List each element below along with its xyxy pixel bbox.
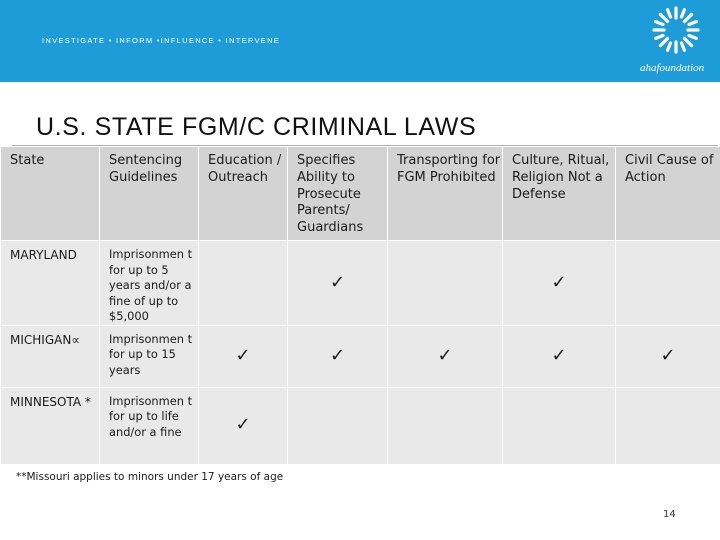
checkmark-icon: ✓ xyxy=(235,414,251,436)
checkmark-icon: ✓ xyxy=(551,344,567,366)
header-sentencing: Sentencing Guidelines xyxy=(100,147,199,241)
tagline: INVESTIGATE • INFORM •INFLUENCE • INTERVENE xyxy=(42,36,281,45)
check-cell xyxy=(288,387,388,464)
state-cell: MINNESOTA * xyxy=(1,387,100,464)
checkmark-icon: ✓ xyxy=(235,344,251,366)
check-cell xyxy=(503,325,616,387)
sentencing-cell: Imprisonmen t for up to 15 years xyxy=(100,325,199,387)
footnote: **Missouri applies to minors under 17 years of age xyxy=(16,471,284,483)
check-cell xyxy=(616,387,720,464)
check-cell xyxy=(616,241,720,326)
header-banner xyxy=(0,0,720,82)
slide-title: U.S. STATE FGM/C CRIMINAL LAWS xyxy=(36,113,477,141)
check-cell xyxy=(503,241,616,326)
laws-table xyxy=(0,146,720,462)
check-cell xyxy=(616,325,720,387)
table-row xyxy=(1,325,720,387)
header-transporting: Transporting for FGM Prohibited xyxy=(388,147,503,241)
header-prosecute-parents: Specifies Ability to Prosecute Parents/ Guardians xyxy=(288,147,388,241)
state-cell: MARYLAND xyxy=(1,241,100,326)
check-cell xyxy=(199,387,288,464)
check-cell xyxy=(388,325,503,387)
page-number: 14 xyxy=(663,509,676,520)
table-row xyxy=(1,241,720,326)
check-cell xyxy=(288,241,388,326)
header-civil-action: Civil Cause of Action xyxy=(616,147,720,241)
check-cell xyxy=(288,325,388,387)
state-cell: MICHIGAN∝ xyxy=(1,325,100,387)
check-cell xyxy=(388,241,503,326)
table-row xyxy=(1,387,720,464)
sunburst-logo-icon xyxy=(650,4,702,56)
check-cell xyxy=(503,387,616,464)
header-culture-defense: Culture, Ritual, Religion Not a Defense xyxy=(503,147,616,241)
checkmark-icon: ✓ xyxy=(551,271,567,293)
logo-text: ahafoundation xyxy=(640,62,705,74)
header-state: State xyxy=(1,147,100,241)
checkmark-icon: ✓ xyxy=(437,344,453,366)
check-cell xyxy=(199,241,288,326)
checkmark-icon: ✓ xyxy=(660,344,676,366)
checkmark-icon: ✓ xyxy=(329,344,346,366)
check-cell xyxy=(199,325,288,387)
header-education: Education / Outreach xyxy=(199,147,288,241)
check-cell xyxy=(388,387,503,464)
sentencing-cell: Imprisonmen t for up to 5 years and/or a fine of up to $5,000 xyxy=(100,241,199,326)
table-header-row xyxy=(1,147,720,241)
checkmark-icon: ✓ xyxy=(329,271,346,293)
sentencing-cell: Imprisonmen t for up to life and/or a fine xyxy=(100,387,199,464)
